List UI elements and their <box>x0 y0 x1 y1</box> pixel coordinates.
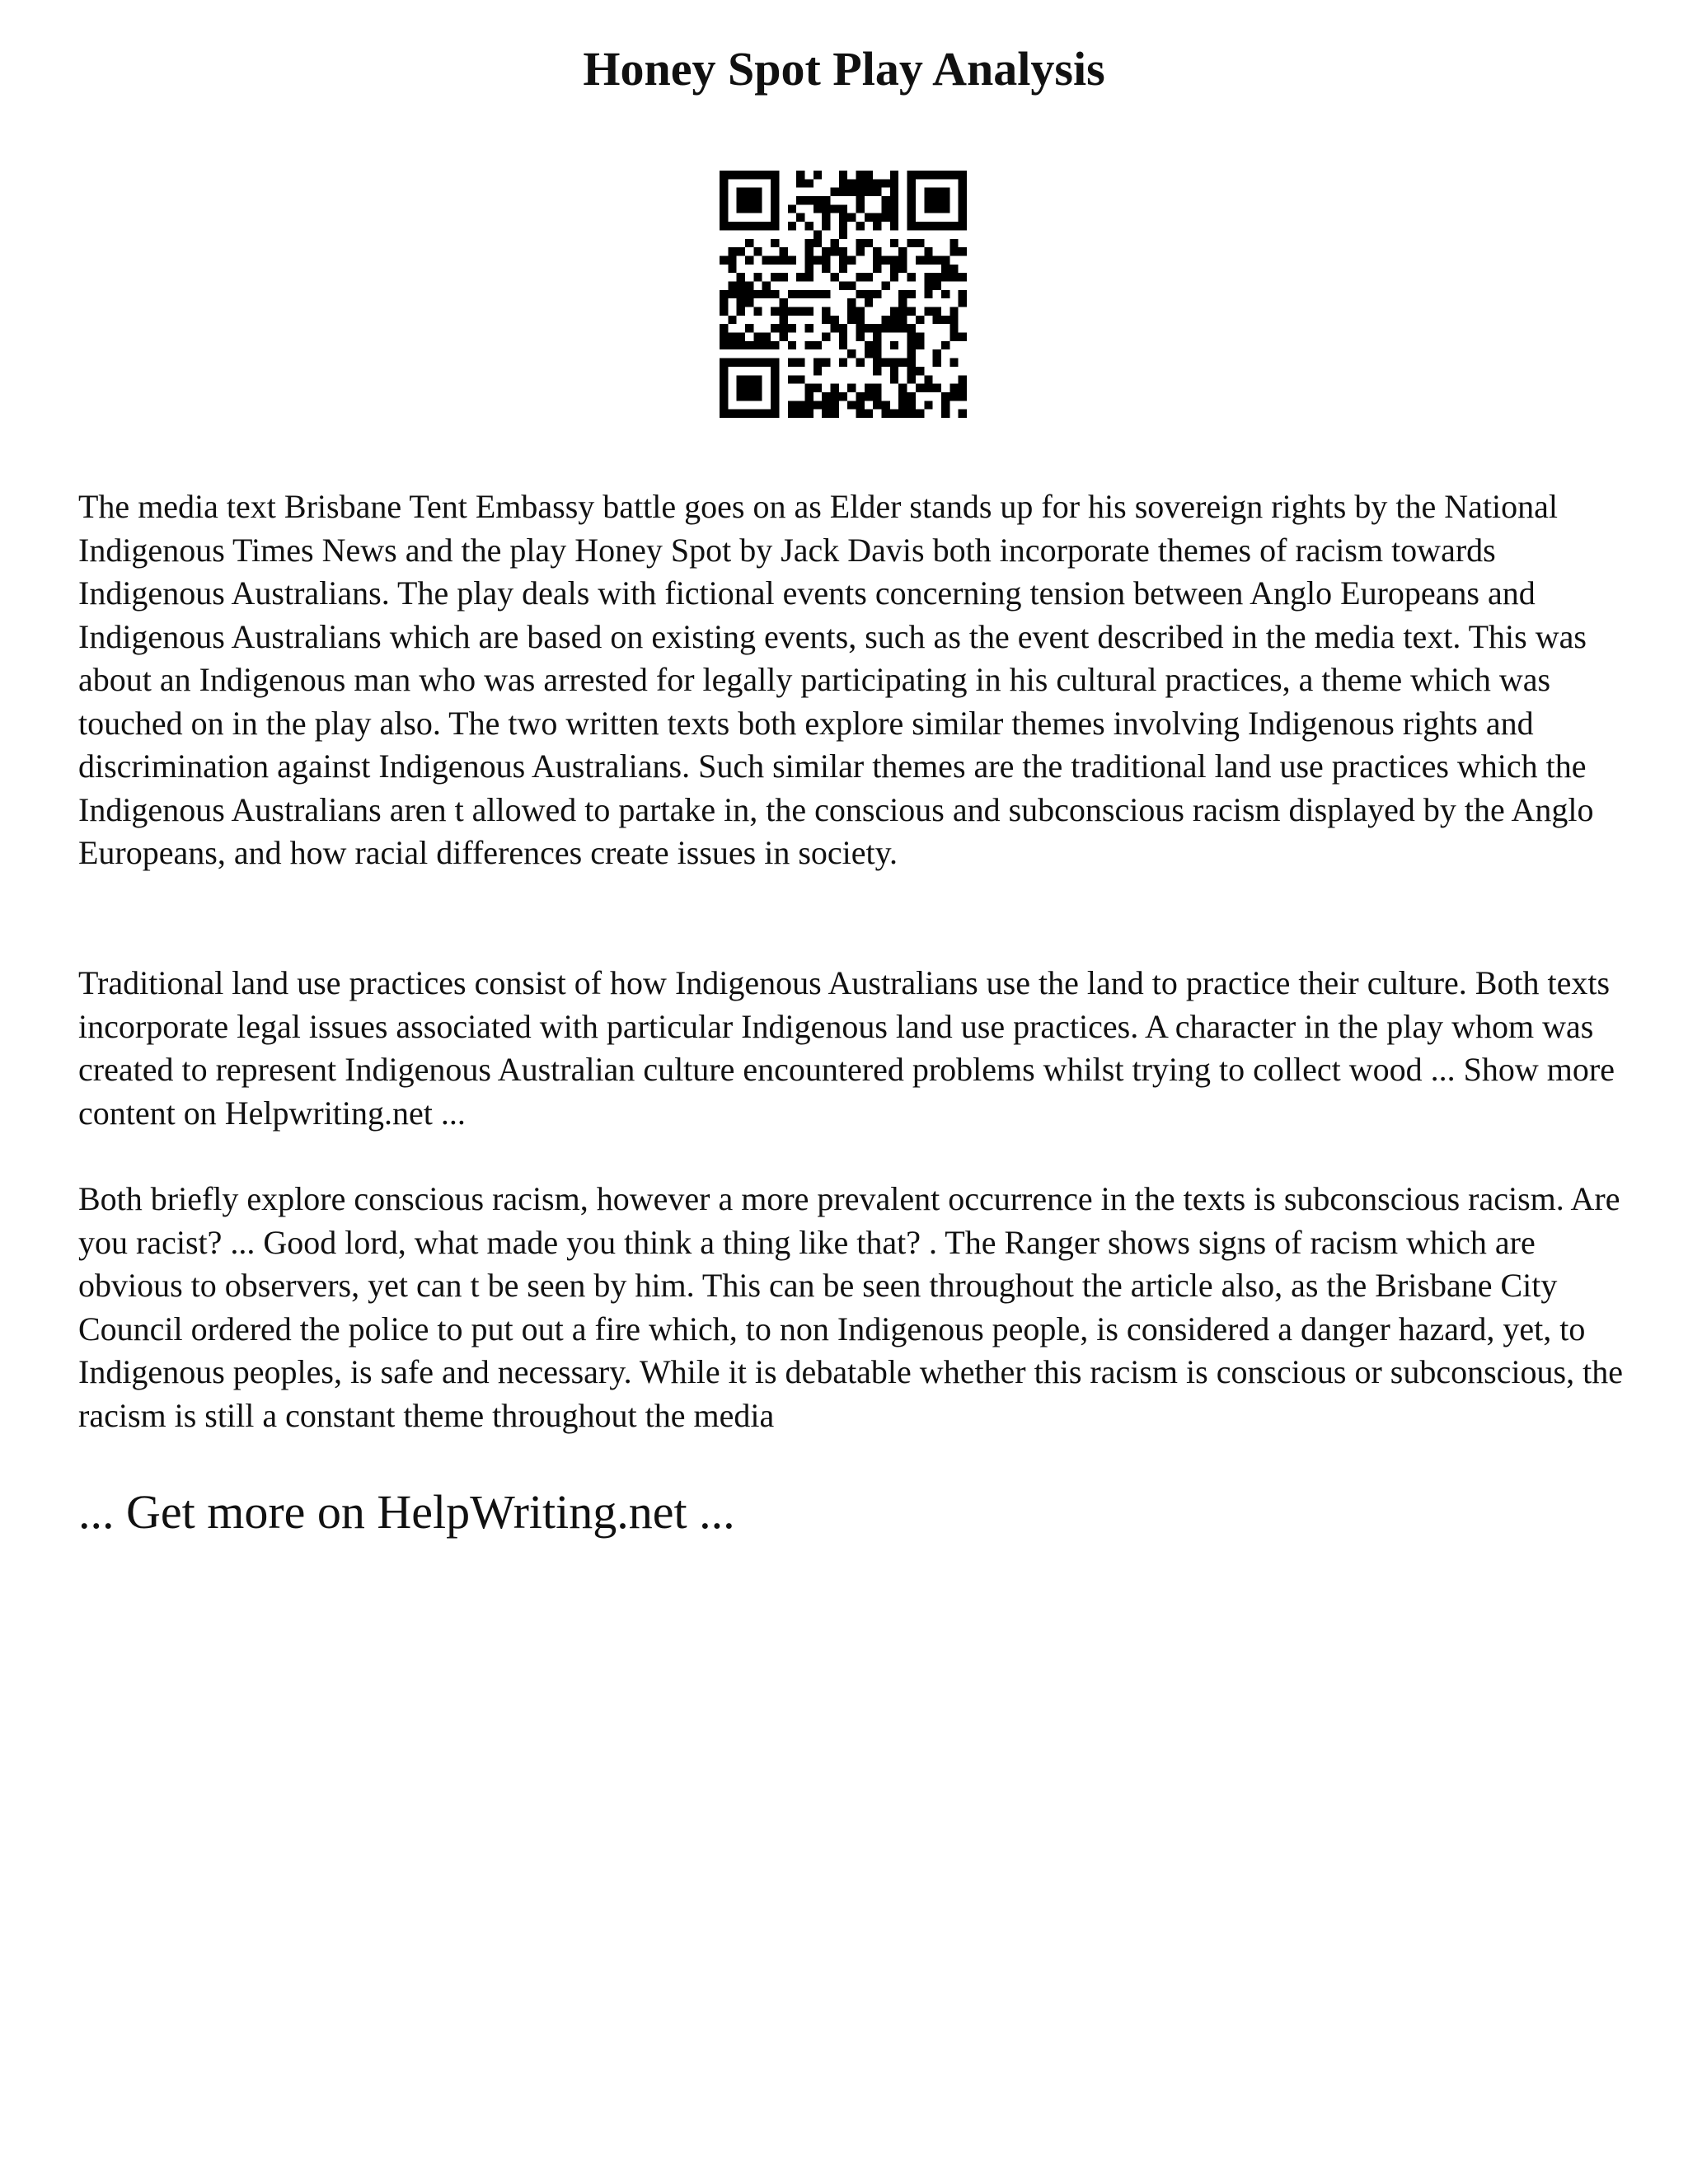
get-more-link[interactable]: ... Get more on HelpWriting.net ... <box>78 1485 735 1539</box>
paragraph-land-use: Traditional land use practices consist of how Indigenous Australians use the land to practice their culture. Both texts incorporate legal issues associated with particular Indigenous land use practices. A character in the play whom was created to represent Indigenous Australian culture encountered problems whilst trying to collect wood ... Show more content on Helpwriting.net ... <box>78 964 1615 1132</box>
page-title: Honey Spot Play Analysis <box>583 42 1105 96</box>
qr-code <box>720 171 967 418</box>
paragraph-intro: The media text Brisbane Tent Embassy battle goes on as Elder stands up for his sovereign rights by the National Indigenous Times News and the play Honey Spot by Jack Davis both incorporate themes of racism towards Indigenous Australians. The play deals with fictional events concerning tension between Anglo Europeans and Indigenous Australians which are based on existing events, such as the event described in the media text. This was about an Indigenous man who was arrested for legally participating in his cultural practices, a theme which was touched on in the play also. The two written texts both explore similar themes involving Indigenous rights and discrimination against Indigenous Australians. Such similar themes are the traditional land use practices which the Indigenous Australians aren t allowed to partake in, the conscious and subconscious racism displayed by the Anglo Europeans, and how racial differences create issues in society. <box>78 488 1594 871</box>
qr-code-graphic <box>720 171 967 418</box>
paragraph-racism: Both briefly explore conscious racism, however a more prevalent occurrence in the texts is subconscious racism. Are you racist? ... Good lord, what made you think a thing like that? . The Ranger shows signs of racism which are obvious to observers, yet can t be seen by him. This can be seen throughout the article also, as the Brisbane City Council ordered the police to put out a fire which, to non Indigenous people, is considered a danger hazard, yet, to Indigenous peoples, is safe and necessary. While it is debatable whether this racism is conscious or subconscious, the racism is still a constant theme throughout the media <box>78 1180 1623 1434</box>
